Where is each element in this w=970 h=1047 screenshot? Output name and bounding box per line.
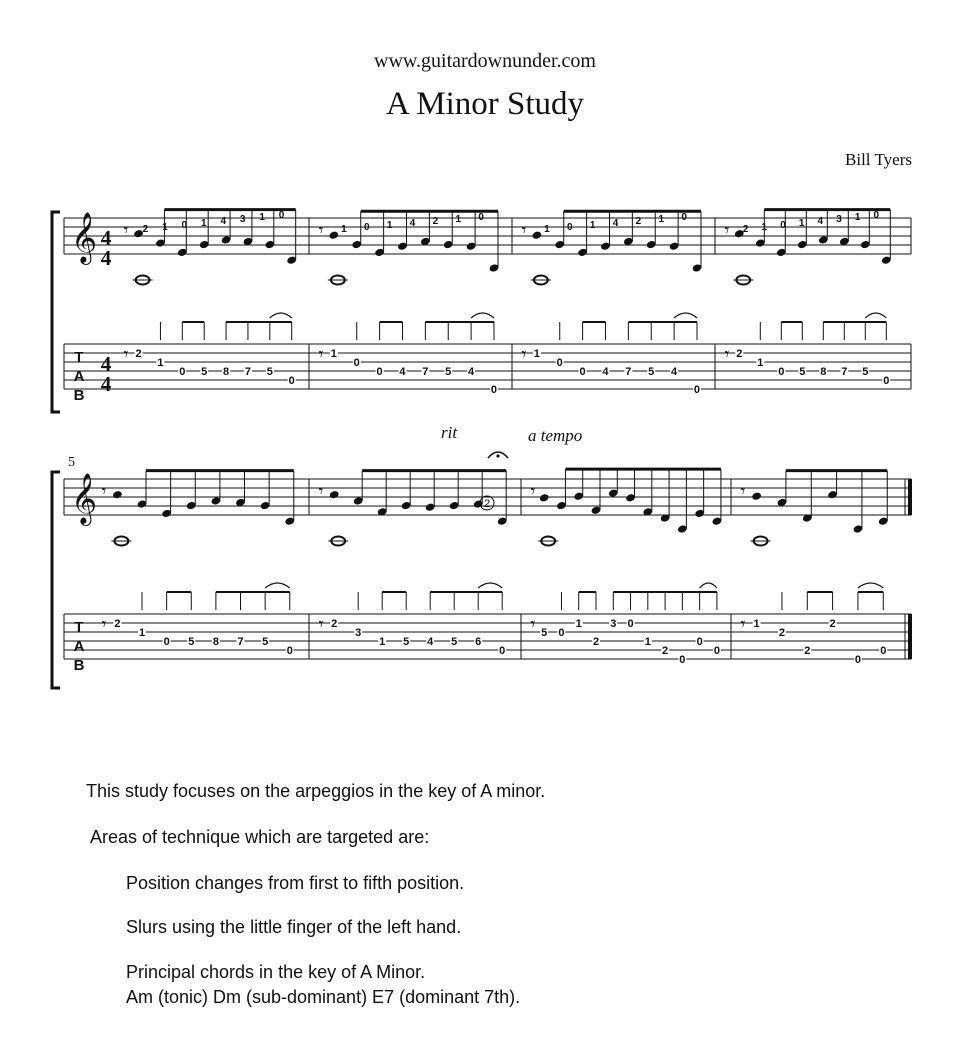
slur	[858, 583, 883, 588]
tab-fret-number: 2	[592, 636, 600, 648]
eighth-rest-icon: 𝄾	[521, 344, 527, 365]
fingering-number: 1	[386, 220, 393, 231]
slur	[265, 583, 290, 588]
fermata-dot	[496, 454, 499, 457]
rit-marking: rit	[441, 423, 458, 442]
fingering-number: 2	[742, 224, 749, 235]
tab-fret-number: 5	[445, 366, 452, 378]
slur	[674, 313, 697, 318]
eighth-rest-icon: 𝄾	[724, 344, 730, 365]
tab-fret-number: 1	[757, 357, 764, 369]
tab-fret-number: 5	[541, 627, 548, 639]
fingering-number: 1	[200, 218, 207, 229]
fingering-number: 2	[432, 216, 439, 227]
tab-fret-number: 2	[736, 348, 743, 360]
tab-fret-number: 0	[883, 375, 890, 387]
note-head	[329, 490, 340, 499]
eighth-rest-icon: 𝄾	[123, 344, 129, 365]
fingering-number: 4	[817, 216, 824, 227]
fingering-number: 0	[181, 220, 188, 231]
fingering-number: 0	[278, 210, 285, 221]
note-head	[112, 490, 123, 499]
tab-fret-number: 0	[693, 384, 701, 396]
tab-fret-number: 4	[602, 366, 609, 378]
eighth-rest-icon: 𝄾	[101, 614, 107, 635]
tab-fret-number: 1	[575, 618, 582, 630]
treble-clef-icon: 𝄞	[70, 473, 98, 524]
fingering-number: 0	[873, 210, 880, 221]
tab-fret-number: 0	[579, 366, 586, 378]
note-head	[531, 231, 542, 240]
tab-fret-number: 2	[778, 627, 785, 639]
tab-fret-number: 7	[244, 366, 251, 378]
fingering-number: 1	[854, 212, 861, 223]
slur	[865, 313, 886, 318]
tab-fret-number: 5	[799, 366, 806, 378]
tab-fret-number: 5	[266, 366, 273, 378]
fingering-number: 1	[259, 212, 265, 223]
fingering-number: 1	[589, 220, 596, 231]
tab-fret-number: 5	[862, 366, 869, 378]
tab-fret-number: 1	[379, 636, 386, 648]
eighth-rest-icon: 𝄾	[318, 481, 324, 502]
time-signature-top: 4	[100, 226, 112, 250]
tab-letter-a: A	[73, 368, 85, 385]
technique-item-position-changes: Position changes from first to fifth position.	[126, 873, 465, 893]
tab-time-signature-bottom: 4	[100, 372, 112, 396]
eighth-rest-icon: 𝄾	[740, 614, 746, 635]
note-head	[751, 492, 762, 501]
fingering-number: 1	[341, 224, 347, 235]
fingering-number: 0	[478, 212, 484, 223]
tab-fret-number: 4	[671, 366, 678, 378]
tab-fret-number: 0	[179, 366, 186, 378]
eighth-rest-icon: 𝄾	[101, 481, 107, 502]
tab-fret-number: 0	[627, 618, 634, 630]
eighth-rest-icon: 𝄾	[318, 220, 324, 241]
tab-fret-number: 6	[475, 636, 482, 648]
technique-item-slurs: Slurs using the little finger of the left hand.	[126, 917, 462, 937]
eighth-rest-icon: 𝄾	[530, 614, 536, 635]
eighth-rest-icon: 𝄾	[740, 481, 746, 502]
tab-fret-number: 2	[331, 618, 338, 630]
tab-fret-number: 7	[625, 366, 632, 378]
tab-fret-number: 5	[403, 636, 410, 648]
tab-fret-number: 0	[558, 627, 565, 639]
fingering-number: 0	[566, 222, 573, 233]
tab-fret-number: 5	[188, 636, 195, 648]
fingering-number: 0	[681, 212, 687, 223]
tab-fret-number: 1	[138, 627, 146, 639]
slur	[478, 583, 502, 588]
fingering-number: 2	[635, 216, 642, 227]
time-signature-bottom: 4	[100, 246, 112, 270]
tab-letter-t: T	[74, 349, 84, 366]
fingering-number: 4	[220, 216, 227, 227]
technique-item-chords-detail: Am (tonic) Dm (sub-dominant) E7 (dominant 7th).	[126, 987, 521, 1007]
slur	[270, 313, 292, 318]
treble-clef-icon: 𝄞	[70, 212, 98, 263]
intro-text: This study focuses on the arpeggios in the key of A minor.	[86, 781, 546, 801]
tab-letter-t: T	[74, 619, 84, 636]
fingering-number: 1	[162, 222, 168, 233]
areas-heading: Areas of technique which are targeted are:	[90, 827, 430, 847]
eighth-rest-icon: 𝄾	[724, 220, 730, 241]
fingering-number: 1	[798, 218, 805, 229]
tab-fret-number: 0	[679, 654, 686, 666]
fingering-number: 1	[544, 224, 550, 235]
tab-fret-number: 0	[286, 645, 293, 657]
fingering-number: 1	[455, 214, 462, 225]
tab-fret-number: 0	[499, 645, 506, 657]
fingering-number: 4	[409, 218, 416, 229]
tab-fret-number: 7	[422, 366, 429, 378]
fingering-number: 0	[780, 220, 786, 231]
tab-fret-number: 0	[288, 375, 295, 387]
tab-fret-number: 0	[376, 366, 383, 378]
tab-fret-number: 3	[355, 627, 362, 639]
tab-fret-number: 2	[662, 645, 669, 657]
tab-fret-number: 0	[556, 357, 563, 369]
tab-letter-a: A	[73, 638, 85, 655]
tab-fret-number: 8	[223, 366, 230, 378]
tab-fret-number: 5	[451, 636, 458, 648]
fingering-number: 1	[761, 222, 768, 233]
tab-fret-number: 1	[753, 618, 760, 630]
system-bracket	[52, 212, 60, 412]
note-head	[328, 231, 339, 240]
a-tempo-marking: a tempo	[528, 426, 583, 445]
tab-fret-number: 4	[399, 366, 406, 378]
technique-item-chords: Principal chords in the key of A Minor.	[126, 962, 426, 982]
tab-fret-number: 0	[854, 654, 861, 666]
string-number-marker: 2	[483, 498, 491, 510]
eighth-rest-icon: 𝄾	[318, 614, 324, 635]
fingering-number: 1	[658, 214, 665, 225]
tab-fret-number: 7	[237, 636, 244, 648]
tab-fret-number: 0	[880, 645, 887, 657]
fingering-number: 3	[836, 214, 842, 225]
tab-fret-number: 1	[157, 357, 164, 369]
tab-fret-number: 2	[829, 618, 836, 630]
fingering-number: 3	[239, 214, 246, 225]
tab-fret-number: 2	[114, 618, 121, 630]
website-url: www.guitardownunder.com	[374, 50, 596, 72]
tab-fret-number: 4	[468, 366, 475, 378]
tab-fret-number: 2	[804, 645, 811, 657]
system-measure-number: 5	[68, 455, 75, 470]
tab-fret-number: 0	[696, 636, 703, 648]
tab-fret-number: 1	[644, 636, 651, 648]
tab-letter-b: B	[73, 387, 85, 404]
tab-fret-number: 5	[201, 366, 208, 378]
eighth-rest-icon: 𝄾	[530, 481, 536, 502]
tab-fret-number: 2	[135, 348, 142, 360]
tab-fret-number: 4	[427, 636, 434, 648]
slur	[700, 583, 717, 588]
fingering-number: 4	[612, 218, 619, 229]
note-head	[539, 493, 550, 502]
piece-title: A Minor Study	[385, 86, 585, 122]
eighth-rest-icon: 𝄾	[521, 220, 527, 241]
tab-fret-number: 8	[212, 636, 219, 648]
tab-fret-number: 7	[841, 366, 848, 378]
tab-fret-number: 1	[330, 348, 337, 360]
tab-fret-number: 0	[353, 357, 360, 369]
tab-fret-number: 0	[778, 366, 785, 378]
tab-time-signature-top: 4	[100, 352, 112, 376]
tab-fret-number: 8	[820, 366, 827, 378]
eighth-rest-icon: 𝄾	[318, 344, 324, 365]
tab-fret-number: 0	[713, 645, 720, 657]
system-bracket	[52, 472, 60, 688]
composer-name: Bill Tyers	[845, 150, 912, 169]
tab-fret-number: 5	[648, 366, 655, 378]
tab-fret-number: 3	[610, 618, 617, 630]
tab-fret-number: 0	[163, 636, 170, 648]
fingering-number: 0	[363, 222, 370, 233]
slur	[471, 313, 494, 318]
tab-fret-number: 1	[533, 348, 540, 360]
tab-fret-number: 5	[262, 636, 269, 648]
tab-letter-b: B	[73, 657, 85, 674]
fingering-number: 2	[142, 224, 149, 235]
eighth-rest-icon: 𝄾	[123, 220, 129, 241]
tab-fret-number: 0	[490, 384, 498, 396]
